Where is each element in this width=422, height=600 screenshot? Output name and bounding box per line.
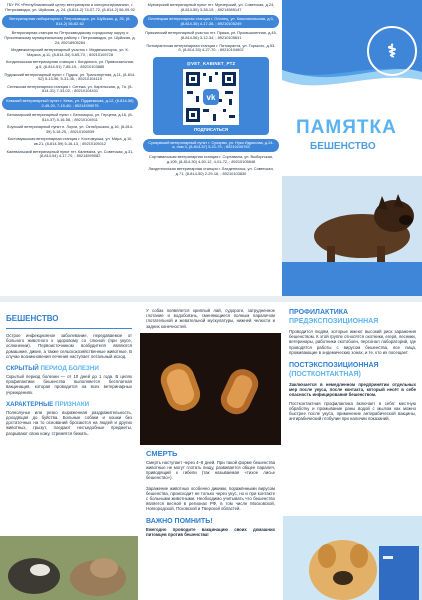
death-text: Смерть наступает через 4–8 дней. При такой форме бешенства животные не могут глотать пищу, развивается общее паралич, приводящий к гибели (так называемая «тихое лисье бешенство»). (146, 459, 275, 481)
svg-text:vk: vk (206, 92, 216, 102)
vet-address-block: Беломорский ветеринарный пункт г. Беломорск, ул. Герцена, д.16, (8-814-37) 5-16-58, ; 89210104911 (7, 112, 133, 122)
vet-address-block: Питкярантская ветеринарная станция г. Питкяранта, ул. Горького, д.53-б, (8-814-33) 4-27-70, ; 89210104602 (146, 42, 276, 53)
cover-subtitle: БЕШЕНСТВО (310, 141, 376, 152)
vet-address-block: Кондопожская ветеринарная станция г. Кондопога, ул. Привокзальная, д.5, (8-814-51) 7-85-19, ; 89210103885 (6, 59, 134, 69)
brochure-outside (0, 0, 422, 296)
signs-heading: ХАРАКТЕРНЫЕ ПРИЗНАКИ (6, 400, 90, 408)
hidden-period-text: Скрытый период болезни — от 10 дней до 1 года. В целях профилактики бешенства выполняется бесплатная вакцинация, которая проводится на всех ветеринарных учреждениях. (6, 374, 132, 395)
rabies-intro: Острое инфекционное заболевание, передаваемое от больного животного к здоровому со слюной (при укусе, ослюнении). Первоисточником возбудителя являются домашние, дикие, а также сельскохозяйственные животные. В случае возникновения лечения наступает летальный исход. (6, 333, 132, 359)
vet-address-block: Пряжинский ветеринарный участок пгт. Пряжа, ул. Промышленная, д.45, (8-814-56) 3-12-34, ; 89210105631 (145, 30, 277, 40)
pre-exposure-heading: ПРОФИЛАКТИКА ПРЕДЭКСПОЗИЦИОННАЯ (289, 309, 379, 325)
virus-image (140, 333, 281, 445)
vet-address-block: Пудожский ветеринарный пункт г. Пудож, ул. Транспортная, д.11, (8-814-52) 5-13-96, 5-31-46, ; 89210104115 (4, 71, 136, 82)
post-exposure-text-2: Постконтактная профилактика включает в себя: местную обработку и промывание раны водой с мылом как можно быстрее после укуса, применение антирабической вакцины, антирабический глобулин при наличии показаний. (289, 400, 416, 422)
dog-vet-photo (283, 516, 422, 600)
vet-address-block: Суоярвский ветеринарный пункт г. Суоярви, ул. Нуки Идрисова, д.24-а, пом 3, (8-814-57) 5-21-79, ; 89210106763 (143, 139, 279, 152)
vet-address-block: Лоухский ветеринарный пункт п. Лоухи, ул. Октябрьская, д.16, (8-814-39) 5-18-25, ; 89210106939 (6, 124, 134, 134)
brochure-inside (0, 302, 422, 600)
post-exposure-text-1: Заключается в немедленном предпринятии отдельных мер после укуса, после контакта, который несёт в себе опасность инфицирования бешенством. (289, 382, 416, 398)
address-column-left (0, 0, 140, 296)
caduceus-icon: ⚕ (387, 41, 397, 61)
signs-text: Полнолунье или резко выраженная раздражительность, доходящая до буйства. Больные собаки и кошки без достаточных на то оснований бросаются на людей и других животных, грызут, поедают несъедобные предметы, разрывают свою кожу, стремятся бежать. (6, 409, 132, 436)
info-column-right (283, 302, 422, 600)
qr-code (183, 69, 239, 125)
hidden-period-heading: СКРЫТЫЙ ПЕРИОД БОЛЕЗНИ (6, 365, 99, 373)
important-heading: ВАЖНО ПОМНИТЬ! (146, 517, 213, 525)
vet-address-block: Сегежская ветеринарная станция г. Сегежа, ул. Карельская, д. 7а, (8-814-31) 7-33-02, ; 89210104431 (7, 83, 133, 94)
info-column-middle (140, 302, 281, 600)
post-exposure-heading: ПОСТЭКСПОЗИЦИОННАЯ (ПОСТКОНТАКТНАЯ) (289, 362, 379, 379)
dog-photo (282, 176, 422, 262)
info-column-left (0, 302, 138, 600)
vet-address-block: Муезерский ветеринарный пункт пгт. Муезерский, ул. Советская, д.24, (8-814-55) 3-38-19, ; 89214585147 (147, 2, 275, 12)
important-text: Ежегодно проводите вакцинацию своих домашних питомцев против бешенства! (146, 526, 275, 537)
vet-address-block: Ветеринарная лаборатория г. Петрозаводск, ул. Шуйская, д. 26, (8-814-2) 56-62-62 (2, 15, 138, 28)
vet-address-block: Медвежьегорский ветеринарный участок г. Медвежьегорск, ул. К. Маркса, д.11, (8-814-34) 5-65-70, ; 89210105728 (11, 47, 129, 57)
vet-address-block: ГБУ РК «Республиканский центр ветеринарии и консультирования», г. Петрозаводск, ул. Шуйская, д. 24, (8-814-2) 74-07-72, (8-814-2) 56-99-92 (5, 2, 135, 12)
vet-address-block: Олонецкая ветеринарная станция г. Олонец, ул. Комсомольская, д.3, (8-814-36) 4-17-36, ; 89210105249 (143, 15, 279, 28)
cover-title: ПАМЯТКА (296, 117, 397, 138)
address-column-middle (141, 0, 281, 296)
animals-photo (0, 536, 138, 600)
vet-address-block: Ветеринарная станция по Петрозаводскому городскому округу и Прионежскому муниципальному району г. Петрозаводск, ул. Шуйская, д. 24; 89218905284 (4, 30, 136, 45)
vet-address-block: Костомукшская ветеринарная станция г. Костомукша, ул. Мира, д.10, кв.21, (8-814-59) 5-16-13, ; 89210105012 (7, 136, 133, 147)
section-heading-rabies: БЕШЕНСТВО (6, 308, 132, 329)
vet-address-block: Кемский ветеринарный пункт г. Кемь, ул. Пуджемская, д.12, (8-814-58) 2-45-20, 7-15-40; ; 89214399075 (2, 97, 138, 110)
vet-address-block: Калевальский ветеринарный пункт пгт. Калевала, ул. Советская, д.31, (8-814-54) 4-17-70, ; 89214599082 (6, 148, 134, 159)
vk-label: @VET_KABINET_PTZ (186, 60, 236, 66)
vet-address-block: Лахденпохская ветеринарная станция г. Лахденпохья, ул. Советская, д.71, (8-814-50) 2-29-16, ; 89210103830 (148, 166, 274, 176)
symptoms-continued-text: У собак появляется хриплый лай, судороги, затрудненное глотание и водобоязнь, сменяющиеся полным параличом глотательной и жевательной мускулатуры, нижней челюсти и задних конечностей. (146, 308, 275, 329)
cover-panel (282, 0, 422, 296)
infection-note-text: Заражение животных особенно дикими, поражёнными вирусом бешенства, происходит не только через укус, но и при контакте с больными животными. Необходимо учитывать что бешенство является весной в регионах РФ, в том числе Московской, Новгородской, Псковской и Тверской областей. (146, 485, 275, 512)
vet-service-stamp (367, 26, 417, 76)
vet-address-block: Сортавальская ветеринарная станция г. Сортавала, ул. Выборгская, д.105, (8-814-30) 4-50-12, 4-01-72, ; 89210105848 (149, 153, 273, 164)
death-heading: СМЕРТЬ (146, 448, 178, 458)
vk-qr-card[interactable] (153, 57, 269, 135)
subscribe-label: ПОДПИСАТЬСЯ (193, 126, 229, 132)
pre-exposure-text: Проводится людям, которые имеют высокий риск заражения бешенством. К этой группе относятся охотники, егеря, лесники, ветеринары, работники скотобоен, персонал лабораторий, где проводятся работы с вирусом бешенства, все лица, проживающие в эндемических зонах, и те, кто их посещает. (289, 329, 416, 355)
